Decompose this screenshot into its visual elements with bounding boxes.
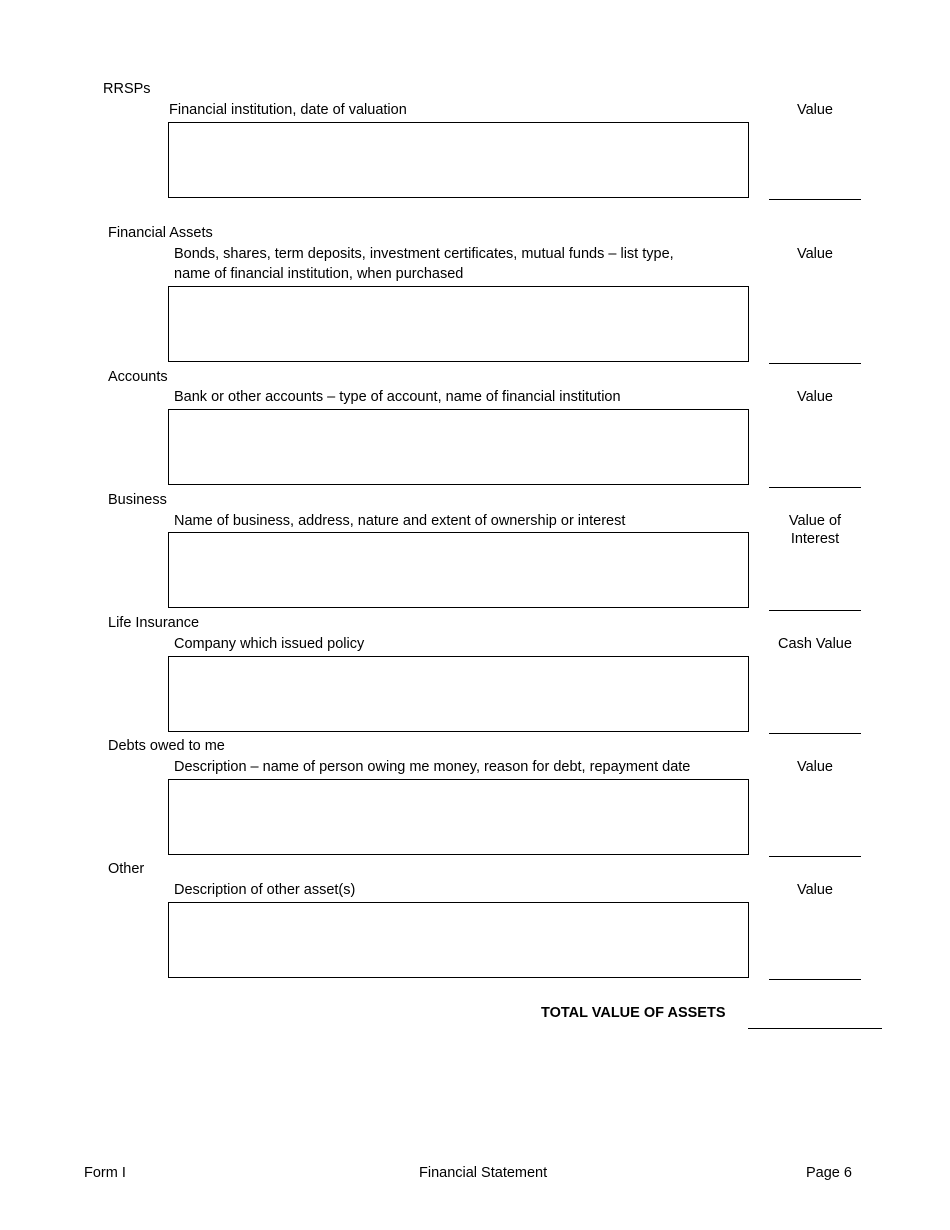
life-insurance-value-field[interactable]: [769, 733, 861, 734]
section-description-business: Name of business, address, nature and extent of ownership or interest: [174, 513, 626, 529]
section-description-other: Description of other asset(s): [174, 882, 356, 898]
value-label-debts-owed: Value: [796, 759, 833, 775]
financial-assets-value-field[interactable]: [769, 363, 861, 364]
section-title-business: Business: [108, 492, 167, 508]
rrsps-value-field[interactable]: [769, 199, 861, 200]
rrsps-details-field[interactable]: [168, 122, 749, 198]
section-description-life-insurance: Company which issued policy: [174, 636, 365, 652]
other-value-field[interactable]: [769, 979, 861, 980]
value-label-business-line-2: Interest: [790, 531, 840, 547]
total-value-field[interactable]: [748, 1028, 882, 1029]
business-value-field[interactable]: [769, 610, 861, 611]
total-value-label: TOTAL VALUE OF ASSETS: [541, 1005, 726, 1021]
life-insurance-details-field[interactable]: [168, 656, 749, 732]
debts-owed-details-field[interactable]: [168, 779, 749, 855]
section-title-debts-owed: Debts owed to me: [108, 738, 225, 754]
section-description-accounts: Bank or other accounts – type of account, name of financial institution: [174, 389, 621, 405]
section-description-financial-assets-line-1: Bonds, shares, term deposits, investment certificates, mutual funds – list type,: [174, 246, 674, 262]
accounts-details-field[interactable]: [168, 409, 749, 485]
footer-page-number: Page 6: [806, 1165, 852, 1181]
value-label-accounts: Value: [796, 389, 833, 405]
section-title-financial-assets: Financial Assets: [108, 225, 213, 241]
section-description-debts-owed: Description – name of person owing me money, reason for debt, repayment date: [174, 759, 691, 775]
section-title-life-insurance: Life Insurance: [108, 615, 200, 631]
footer-document-title: Financial Statement: [419, 1165, 548, 1181]
debts-owed-value-field[interactable]: [769, 856, 861, 857]
business-details-field[interactable]: [168, 532, 749, 608]
footer-form-id: Form I: [84, 1165, 126, 1181]
value-label-rrsps: Value: [796, 102, 833, 118]
other-details-field[interactable]: [168, 902, 749, 978]
accounts-value-field[interactable]: [769, 487, 861, 488]
financial-assets-details-field[interactable]: [168, 286, 749, 362]
section-title-other: Other: [108, 861, 145, 877]
value-label-other: Value: [796, 882, 833, 898]
section-title-rrsps: RRSPs: [103, 81, 151, 97]
value-label-financial-assets: Value: [796, 246, 833, 262]
section-description-rrsps: Financial institution, date of valuation: [169, 102, 407, 118]
section-title-accounts: Accounts: [108, 369, 168, 385]
value-label-business-line-1: Value of: [788, 513, 842, 529]
section-description-financial-assets-line-2: name of financial institution, when purchased: [174, 266, 464, 282]
value-label-life-insurance: Cash Value: [778, 636, 852, 652]
